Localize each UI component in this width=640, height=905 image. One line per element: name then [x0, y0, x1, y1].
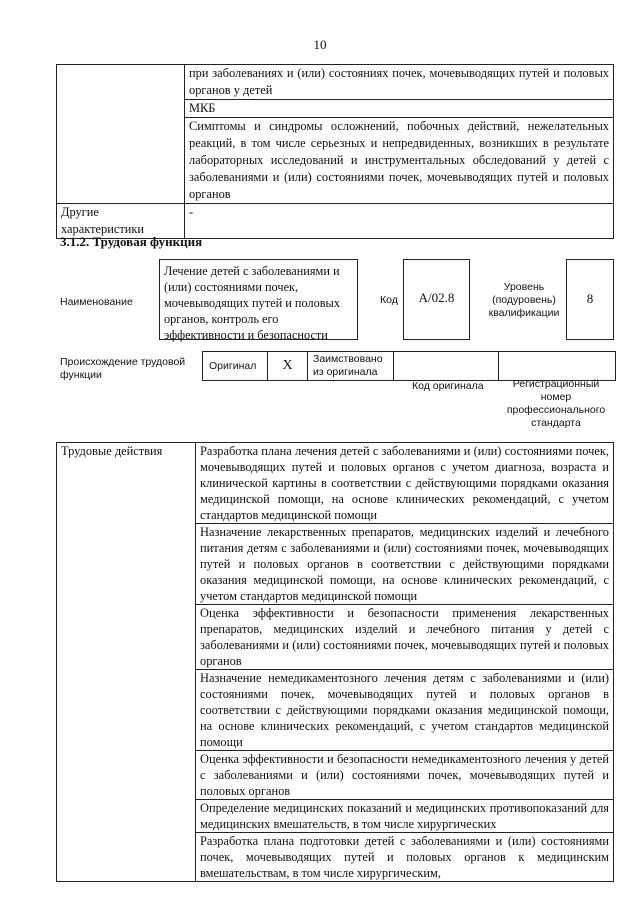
- table-cell: при заболеваниях и (или) состояниях почек, мочевыводящих путей и половых органов у детей: [185, 65, 614, 100]
- origin-original-cell: [203, 352, 268, 380]
- original-label: Оригинал: [209, 360, 257, 372]
- action-item: Оценка эффективности и безопасности применения лекарственных препаратов, медицинских изделий и лечебного питания у детей с заболеваниями и (или) состояниями почек, мочевыводящих путей и половых органов: [196, 605, 614, 670]
- level-label: Уровень (подуровень) квалификации: [488, 281, 560, 319]
- naming-label: Наименование: [60, 296, 133, 308]
- section-title: 3.1.2. Трудовая функция: [60, 234, 203, 249]
- code-label: Код: [380, 294, 398, 306]
- registration-number-cell: [499, 352, 615, 380]
- table-row: [57, 65, 614, 100]
- labor-actions-table: [56, 442, 614, 882]
- labor-actions-label: Трудовые действия: [57, 443, 196, 882]
- table-cell: МКБ: [185, 100, 614, 118]
- origin-table: [202, 351, 616, 381]
- code-box: A/02.8: [403, 259, 470, 340]
- characteristics-table: [56, 64, 614, 239]
- function-name-box: Лечение детей с заболеваниями и (или) состояниями почек, мочевыводящих путей и половых органов, контроль его эффективности и безопасности: [159, 259, 358, 340]
- table-cell: Симптомы и синдромы осложнений, побочных действий, нежелательных реакций, в том числе серьезных и непредвиденных, возникших в результате лабораторных исследований и инструментальных обследований у детей с заболеваниями и (или) состояниями почек, мочевыводящих путей и половых органов: [185, 118, 614, 204]
- original-code-cell: [394, 352, 499, 380]
- action-item: Назначение лекарственных препаратов, медицинских изделий и лечебного питания детям с заболеваниями и (или) состояниями почек, мочевыводящих путей и половых органов в соответствии с действующими порядками оказания медицинской помощи, на основе клинических рекомендаций, с учетом стандартов медицинской помощи: [196, 524, 614, 605]
- borrowed-cell: [308, 352, 394, 380]
- action-item: Назначение немедикаментозного лечения детям с заболеваниями и (или) состояниями почек, мочевыводящих путей и половых органов в соответствии с действующими порядками оказания медицинской помощи, на основе клинических рекомендаций, с учетом стандартов медицинской помощи: [196, 670, 614, 751]
- table-cell-empty: [57, 65, 185, 204]
- registration-number-caption: Регистрационный номер профессионального стандарта: [506, 378, 606, 429]
- original-code-caption: Код оригинала: [412, 380, 484, 392]
- action-item: Оценка эффективности и безопасности немедикаментозного лечения у детей с заболеваниями и (или) состояниями почек, мочевыводящих путей и половых органов: [196, 751, 614, 800]
- page-number: 10: [313, 37, 327, 52]
- other-characteristics-label: Другие характеристики: [57, 204, 185, 239]
- table-row: [57, 443, 614, 524]
- table-cell: -: [185, 204, 614, 239]
- action-item: Разработка плана подготовки детей с заболеваниями и (или) состояниями почек, мочевыводящих путей и половых органов к медицинским вмешательствам, в том числе хирургическим,: [196, 833, 614, 882]
- action-item: Определение медицинских показаний и медицинских противопоказаний для медицинских вмешательств, в том числе хирургических: [196, 800, 614, 833]
- action-item: Разработка плана лечения детей с заболеваниями и (или) состояниями почек, мочевыводящих путей и половых органов с учетом диагноза, возраста и клинической картины в соответствии с действующими порядками оказания медицинской помощи, на основе клинических рекомендаций, с учетом стандартов медицинской помощи: [196, 443, 614, 524]
- original-mark: X: [268, 352, 308, 380]
- origin-label: Происхождение трудовой функции: [60, 356, 186, 381]
- level-box: 8: [566, 259, 614, 340]
- borrowed-label: Заимствовано из оригинала: [313, 353, 383, 378]
